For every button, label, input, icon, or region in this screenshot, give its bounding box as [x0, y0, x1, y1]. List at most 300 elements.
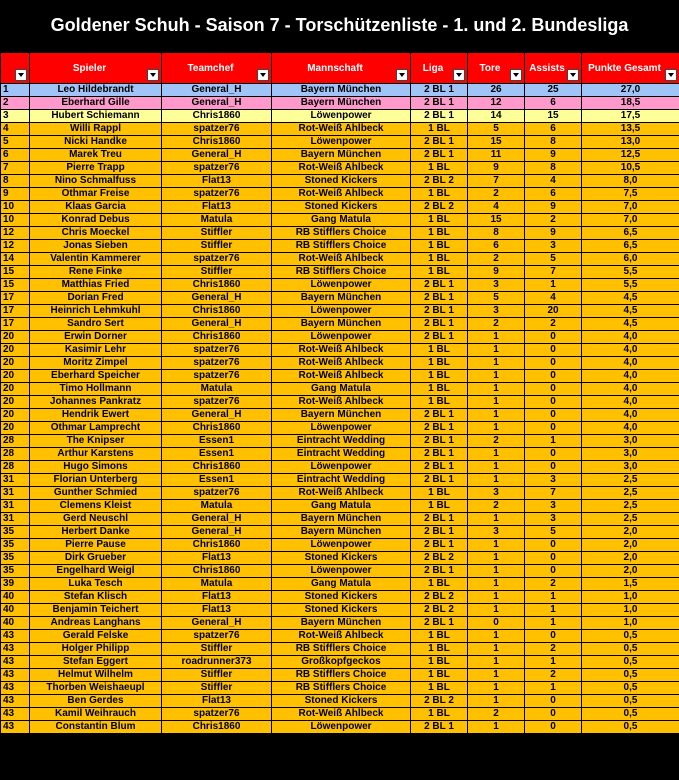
teamchef-cell[interactable]: Chris1860	[162, 331, 272, 344]
team-cell[interactable]: Gang Matula	[272, 214, 411, 227]
assists-cell[interactable]: 9	[525, 149, 582, 162]
goals-cell[interactable]: 1	[468, 474, 525, 487]
assists-cell[interactable]: 2	[525, 214, 582, 227]
league-cell[interactable]: 2 BL 1	[411, 305, 468, 318]
goals-cell[interactable]: 11	[468, 149, 525, 162]
goals-cell[interactable]: 1	[468, 461, 525, 474]
league-cell[interactable]: 2 BL 2	[411, 552, 468, 565]
rank-cell[interactable]: 28	[1, 448, 30, 461]
points-cell[interactable]: 18,5	[582, 97, 679, 110]
player-cell[interactable]: Gerald Felske	[30, 630, 162, 643]
teamchef-cell[interactable]: General_H	[162, 149, 272, 162]
goals-cell[interactable]: 1	[468, 695, 525, 708]
filter-dropdown-icon[interactable]	[510, 69, 522, 81]
points-cell[interactable]: 10,5	[582, 162, 679, 175]
player-cell[interactable]: Johannes Pankratz	[30, 396, 162, 409]
points-cell[interactable]: 12,5	[582, 149, 679, 162]
team-cell[interactable]: RB Stifflers Choice	[272, 643, 411, 656]
player-cell[interactable]: Valentin Kammerer	[30, 253, 162, 266]
team-cell[interactable]: Bayern München	[272, 84, 411, 97]
assists-cell[interactable]: 7	[525, 266, 582, 279]
points-cell[interactable]: 2,5	[582, 474, 679, 487]
player-cell[interactable]: Nicki Handke	[30, 136, 162, 149]
teamchef-cell[interactable]: Chris1860	[162, 305, 272, 318]
goals-cell[interactable]: 1	[468, 344, 525, 357]
rank-cell[interactable]: 28	[1, 435, 30, 448]
team-cell[interactable]: Rot-Weiß Ahlbeck	[272, 630, 411, 643]
rank-cell[interactable]: 43	[1, 643, 30, 656]
teamchef-cell[interactable]: General_H	[162, 84, 272, 97]
rank-cell[interactable]: 40	[1, 617, 30, 630]
rank-cell[interactable]: 43	[1, 630, 30, 643]
player-cell[interactable]: Luka Tesch	[30, 578, 162, 591]
points-cell[interactable]: 3,0	[582, 435, 679, 448]
team-cell[interactable]: Löwenpower	[272, 331, 411, 344]
column-header-punkte[interactable]: Punkte Gesamt	[582, 53, 679, 84]
player-cell[interactable]: Othmar Freise	[30, 188, 162, 201]
points-cell[interactable]: 6,0	[582, 253, 679, 266]
goals-cell[interactable]: 1	[468, 513, 525, 526]
teamchef-cell[interactable]: Flat13	[162, 695, 272, 708]
goals-cell[interactable]: 26	[468, 84, 525, 97]
teamchef-cell[interactable]: Chris1860	[162, 721, 272, 734]
player-cell[interactable]: Moritz Zimpel	[30, 357, 162, 370]
points-cell[interactable]: 1,0	[582, 617, 679, 630]
rank-cell[interactable]: 4	[1, 123, 30, 136]
team-cell[interactable]: RB Stifflers Choice	[272, 227, 411, 240]
team-cell[interactable]: Rot-Weiß Ahlbeck	[272, 708, 411, 721]
points-cell[interactable]: 3,0	[582, 448, 679, 461]
team-cell[interactable]: Bayern München	[272, 526, 411, 539]
teamchef-cell[interactable]: Stiffler	[162, 682, 272, 695]
assists-cell[interactable]: 3	[525, 500, 582, 513]
goals-cell[interactable]: 1	[468, 409, 525, 422]
goals-cell[interactable]: 7	[468, 175, 525, 188]
player-cell[interactable]: Willi Rappl	[30, 123, 162, 136]
goals-cell[interactable]: 3	[468, 305, 525, 318]
teamchef-cell[interactable]: Chris1860	[162, 565, 272, 578]
points-cell[interactable]: 4,0	[582, 370, 679, 383]
goals-cell[interactable]: 1	[468, 669, 525, 682]
filter-dropdown-icon[interactable]	[567, 69, 579, 81]
team-cell[interactable]: Bayern München	[272, 513, 411, 526]
player-cell[interactable]: Gunther Schmied	[30, 487, 162, 500]
teamchef-cell[interactable]: Chris1860	[162, 110, 272, 123]
assists-cell[interactable]: 0	[525, 331, 582, 344]
assists-cell[interactable]: 0	[525, 461, 582, 474]
teamchef-cell[interactable]: spatzer76	[162, 487, 272, 500]
player-cell[interactable]: Andreas Langhans	[30, 617, 162, 630]
points-cell[interactable]: 0,5	[582, 643, 679, 656]
goals-cell[interactable]: 3	[468, 526, 525, 539]
league-cell[interactable]: 1 BL	[411, 708, 468, 721]
team-cell[interactable]: Stoned Kickers	[272, 591, 411, 604]
teamchef-cell[interactable]: spatzer76	[162, 357, 272, 370]
teamchef-cell[interactable]: General_H	[162, 292, 272, 305]
league-cell[interactable]: 1 BL	[411, 578, 468, 591]
league-cell[interactable]: 2 BL 1	[411, 474, 468, 487]
player-cell[interactable]: Pierre Pause	[30, 539, 162, 552]
assists-cell[interactable]: 6	[525, 123, 582, 136]
rank-cell[interactable]: 43	[1, 695, 30, 708]
rank-cell[interactable]: 20	[1, 409, 30, 422]
player-cell[interactable]: Heinrich Lehmkuhl	[30, 305, 162, 318]
league-cell[interactable]: 2 BL 1	[411, 331, 468, 344]
points-cell[interactable]: 4,0	[582, 344, 679, 357]
goals-cell[interactable]: 1	[468, 604, 525, 617]
points-cell[interactable]: 4,0	[582, 383, 679, 396]
team-cell[interactable]: Bayern München	[272, 617, 411, 630]
rank-cell[interactable]: 39	[1, 578, 30, 591]
goals-cell[interactable]: 9	[468, 162, 525, 175]
team-cell[interactable]: RB Stifflers Choice	[272, 266, 411, 279]
rank-cell[interactable]: 8	[1, 175, 30, 188]
points-cell[interactable]: 4,0	[582, 409, 679, 422]
league-cell[interactable]: 1 BL	[411, 188, 468, 201]
player-cell[interactable]: Arthur Karstens	[30, 448, 162, 461]
teamchef-cell[interactable]: General_H	[162, 526, 272, 539]
points-cell[interactable]: 2,0	[582, 539, 679, 552]
points-cell[interactable]: 4,5	[582, 318, 679, 331]
team-cell[interactable]: Löwenpower	[272, 305, 411, 318]
assists-cell[interactable]: 0	[525, 409, 582, 422]
goals-cell[interactable]: 12	[468, 97, 525, 110]
rank-cell[interactable]: 40	[1, 604, 30, 617]
goals-cell[interactable]: 1	[468, 721, 525, 734]
teamchef-cell[interactable]: Flat13	[162, 201, 272, 214]
rank-cell[interactable]: 20	[1, 370, 30, 383]
league-cell[interactable]: 1 BL	[411, 344, 468, 357]
player-cell[interactable]: Jonas Sieben	[30, 240, 162, 253]
rank-cell[interactable]: 43	[1, 656, 30, 669]
rank-cell[interactable]: 17	[1, 292, 30, 305]
assists-cell[interactable]: 0	[525, 539, 582, 552]
goals-cell[interactable]: 3	[468, 487, 525, 500]
player-cell[interactable]: Matthias Fried	[30, 279, 162, 292]
points-cell[interactable]: 0,5	[582, 656, 679, 669]
assists-cell[interactable]: 0	[525, 552, 582, 565]
column-header-liga[interactable]: Liga	[411, 53, 468, 84]
team-cell[interactable]: Löwenpower	[272, 422, 411, 435]
teamchef-cell[interactable]: spatzer76	[162, 396, 272, 409]
rank-cell[interactable]: 7	[1, 162, 30, 175]
rank-cell[interactable]: 43	[1, 669, 30, 682]
column-header-tore[interactable]: Tore	[468, 53, 525, 84]
league-cell[interactable]: 2 BL 1	[411, 97, 468, 110]
points-cell[interactable]: 7,0	[582, 201, 679, 214]
player-cell[interactable]: Hubert Schiemann	[30, 110, 162, 123]
assists-cell[interactable]: 1	[525, 617, 582, 630]
rank-cell[interactable]: 12	[1, 240, 30, 253]
points-cell[interactable]: 4,0	[582, 357, 679, 370]
points-cell[interactable]: 7,5	[582, 188, 679, 201]
teamchef-cell[interactable]: Stiffler	[162, 240, 272, 253]
points-cell[interactable]: 2,0	[582, 526, 679, 539]
league-cell[interactable]: 2 BL 1	[411, 435, 468, 448]
filter-dropdown-icon[interactable]	[15, 69, 27, 81]
points-cell[interactable]: 0,5	[582, 695, 679, 708]
goals-cell[interactable]: 1	[468, 578, 525, 591]
league-cell[interactable]: 1 BL	[411, 214, 468, 227]
teamchef-cell[interactable]: General_H	[162, 97, 272, 110]
teamchef-cell[interactable]: Flat13	[162, 552, 272, 565]
assists-cell[interactable]: 0	[525, 721, 582, 734]
league-cell[interactable]: 2 BL 2	[411, 591, 468, 604]
teamchef-cell[interactable]: Stiffler	[162, 227, 272, 240]
teamchef-cell[interactable]: Essen1	[162, 474, 272, 487]
teamchef-cell[interactable]: spatzer76	[162, 162, 272, 175]
rank-cell[interactable]: 40	[1, 591, 30, 604]
points-cell[interactable]: 0,5	[582, 669, 679, 682]
rank-cell[interactable]: 15	[1, 266, 30, 279]
player-cell[interactable]: The Knipser	[30, 435, 162, 448]
league-cell[interactable]: 2 BL 1	[411, 565, 468, 578]
team-cell[interactable]: Bayern München	[272, 97, 411, 110]
teamchef-cell[interactable]: Chris1860	[162, 539, 272, 552]
rank-cell[interactable]: 9	[1, 188, 30, 201]
team-cell[interactable]: Löwenpower	[272, 136, 411, 149]
rank-cell[interactable]: 14	[1, 253, 30, 266]
teamchef-cell[interactable]: Chris1860	[162, 461, 272, 474]
rank-cell[interactable]: 20	[1, 422, 30, 435]
goals-cell[interactable]: 2	[468, 188, 525, 201]
assists-cell[interactable]: 8	[525, 162, 582, 175]
player-cell[interactable]: Stefan Eggert	[30, 656, 162, 669]
assists-cell[interactable]: 0	[525, 370, 582, 383]
rank-cell[interactable]: 17	[1, 318, 30, 331]
rank-cell[interactable]: 43	[1, 708, 30, 721]
player-cell[interactable]: Erwin Dorner	[30, 331, 162, 344]
goals-cell[interactable]: 1	[468, 383, 525, 396]
assists-cell[interactable]: 8	[525, 136, 582, 149]
team-cell[interactable]: Bayern München	[272, 318, 411, 331]
team-cell[interactable]: Rot-Weiß Ahlbeck	[272, 487, 411, 500]
player-cell[interactable]: Constantin Blum	[30, 721, 162, 734]
league-cell[interactable]: 1 BL	[411, 266, 468, 279]
rank-cell[interactable]: 15	[1, 279, 30, 292]
teamchef-cell[interactable]: Essen1	[162, 435, 272, 448]
assists-cell[interactable]: 4	[525, 292, 582, 305]
league-cell[interactable]: 2 BL 1	[411, 318, 468, 331]
team-cell[interactable]: RB Stifflers Choice	[272, 682, 411, 695]
team-cell[interactable]: Rot-Weiß Ahlbeck	[272, 253, 411, 266]
rank-cell[interactable]: 35	[1, 526, 30, 539]
team-cell[interactable]: Rot-Weiß Ahlbeck	[272, 396, 411, 409]
rank-cell[interactable]: 2	[1, 97, 30, 110]
goals-cell[interactable]: 15	[468, 136, 525, 149]
teamchef-cell[interactable]: spatzer76	[162, 370, 272, 383]
points-cell[interactable]: 1,0	[582, 591, 679, 604]
league-cell[interactable]: 2 BL 1	[411, 526, 468, 539]
team-cell[interactable]: Löwenpower	[272, 279, 411, 292]
player-cell[interactable]: Thorben Weishaeupl	[30, 682, 162, 695]
goals-cell[interactable]: 9	[468, 266, 525, 279]
team-cell[interactable]: Stoned Kickers	[272, 175, 411, 188]
points-cell[interactable]: 2,5	[582, 513, 679, 526]
player-cell[interactable]: Chris Moeckel	[30, 227, 162, 240]
teamchef-cell[interactable]: General_H	[162, 409, 272, 422]
points-cell[interactable]: 5,5	[582, 279, 679, 292]
points-cell[interactable]: 13,5	[582, 123, 679, 136]
rank-cell[interactable]: 31	[1, 500, 30, 513]
assists-cell[interactable]: 0	[525, 383, 582, 396]
league-cell[interactable]: 1 BL	[411, 656, 468, 669]
points-cell[interactable]: 13,0	[582, 136, 679, 149]
player-cell[interactable]: Hendrik Ewert	[30, 409, 162, 422]
player-cell[interactable]: Helmut Wilhelm	[30, 669, 162, 682]
league-cell[interactable]: 2 BL 1	[411, 539, 468, 552]
league-cell[interactable]: 2 BL 2	[411, 695, 468, 708]
goals-cell[interactable]: 15	[468, 214, 525, 227]
league-cell[interactable]: 2 BL 1	[411, 84, 468, 97]
assists-cell[interactable]: 6	[525, 97, 582, 110]
teamchef-cell[interactable]: spatzer76	[162, 708, 272, 721]
team-cell[interactable]: Bayern München	[272, 409, 411, 422]
player-cell[interactable]: Leo Hildebrandt	[30, 84, 162, 97]
filter-dropdown-icon[interactable]	[147, 69, 159, 81]
rank-cell[interactable]: 12	[1, 227, 30, 240]
assists-cell[interactable]: 1	[525, 591, 582, 604]
league-cell[interactable]: 1 BL	[411, 643, 468, 656]
points-cell[interactable]: 0,5	[582, 630, 679, 643]
column-header-rank[interactable]	[1, 53, 30, 84]
teamchef-cell[interactable]: Matula	[162, 383, 272, 396]
goals-cell[interactable]: 2	[468, 435, 525, 448]
rank-cell[interactable]: 35	[1, 539, 30, 552]
rank-cell[interactable]: 20	[1, 331, 30, 344]
goals-cell[interactable]: 5	[468, 123, 525, 136]
rank-cell[interactable]: 6	[1, 149, 30, 162]
assists-cell[interactable]: 7	[525, 487, 582, 500]
player-cell[interactable]: Florian Unterberg	[30, 474, 162, 487]
rank-cell[interactable]: 10	[1, 214, 30, 227]
filter-dropdown-icon[interactable]	[665, 69, 677, 81]
assists-cell[interactable]: 3	[525, 240, 582, 253]
player-cell[interactable]: Dirk Grueber	[30, 552, 162, 565]
league-cell[interactable]: 2 BL 1	[411, 721, 468, 734]
points-cell[interactable]: 4,5	[582, 292, 679, 305]
rank-cell[interactable]: 20	[1, 357, 30, 370]
rank-cell[interactable]: 31	[1, 513, 30, 526]
player-cell[interactable]: Kamil Weihrauch	[30, 708, 162, 721]
player-cell[interactable]: Stefan Klisch	[30, 591, 162, 604]
player-cell[interactable]: Kasimir Lehr	[30, 344, 162, 357]
team-cell[interactable]: Eintracht Wedding	[272, 474, 411, 487]
assists-cell[interactable]: 0	[525, 448, 582, 461]
rank-cell[interactable]: 10	[1, 201, 30, 214]
teamchef-cell[interactable]: Chris1860	[162, 279, 272, 292]
league-cell[interactable]: 1 BL	[411, 253, 468, 266]
goals-cell[interactable]: 1	[468, 357, 525, 370]
assists-cell[interactable]: 15	[525, 110, 582, 123]
assists-cell[interactable]: 20	[525, 305, 582, 318]
assists-cell[interactable]: 1	[525, 279, 582, 292]
teamchef-cell[interactable]: Matula	[162, 578, 272, 591]
team-cell[interactable]: Bayern München	[272, 149, 411, 162]
league-cell[interactable]: 2 BL 1	[411, 422, 468, 435]
player-cell[interactable]: Konrad Debus	[30, 214, 162, 227]
goals-cell[interactable]: 2	[468, 253, 525, 266]
league-cell[interactable]: 2 BL 1	[411, 279, 468, 292]
column-header-assists[interactable]: Assists	[525, 53, 582, 84]
player-cell[interactable]: Nino Schmalfuss	[30, 175, 162, 188]
rank-cell[interactable]: 31	[1, 487, 30, 500]
teamchef-cell[interactable]: Flat13	[162, 604, 272, 617]
team-cell[interactable]: Stoned Kickers	[272, 604, 411, 617]
teamchef-cell[interactable]: General_H	[162, 318, 272, 331]
team-cell[interactable]: Stoned Kickers	[272, 552, 411, 565]
rank-cell[interactable]: 31	[1, 474, 30, 487]
rank-cell[interactable]: 43	[1, 721, 30, 734]
rank-cell[interactable]: 5	[1, 136, 30, 149]
team-cell[interactable]: Rot-Weiß Ahlbeck	[272, 162, 411, 175]
teamchef-cell[interactable]: Flat13	[162, 591, 272, 604]
rank-cell[interactable]: 20	[1, 396, 30, 409]
goals-cell[interactable]: 1	[468, 630, 525, 643]
rank-cell[interactable]: 3	[1, 110, 30, 123]
points-cell[interactable]: 17,5	[582, 110, 679, 123]
team-cell[interactable]: Bayern München	[272, 292, 411, 305]
teamchef-cell[interactable]: Matula	[162, 214, 272, 227]
league-cell[interactable]: 1 BL	[411, 500, 468, 513]
filter-dropdown-icon[interactable]	[453, 69, 465, 81]
teamchef-cell[interactable]: spatzer76	[162, 253, 272, 266]
goals-cell[interactable]: 1	[468, 682, 525, 695]
goals-cell[interactable]: 1	[468, 422, 525, 435]
points-cell[interactable]: 2,5	[582, 487, 679, 500]
goals-cell[interactable]: 1	[468, 656, 525, 669]
points-cell[interactable]: 8,0	[582, 175, 679, 188]
player-cell[interactable]: Sandro Sert	[30, 318, 162, 331]
assists-cell[interactable]: 1	[525, 604, 582, 617]
team-cell[interactable]: Rot-Weiß Ahlbeck	[272, 188, 411, 201]
player-cell[interactable]: Eberhard Speicher	[30, 370, 162, 383]
points-cell[interactable]: 2,0	[582, 552, 679, 565]
player-cell[interactable]: Eberhard Gille	[30, 97, 162, 110]
league-cell[interactable]: 2 BL 2	[411, 604, 468, 617]
team-cell[interactable]: Gang Matula	[272, 383, 411, 396]
team-cell[interactable]: Löwenpower	[272, 110, 411, 123]
teamchef-cell[interactable]: spatzer76	[162, 344, 272, 357]
assists-cell[interactable]: 0	[525, 357, 582, 370]
league-cell[interactable]: 1 BL	[411, 396, 468, 409]
player-cell[interactable]: Timo Hollmann	[30, 383, 162, 396]
team-cell[interactable]: RB Stifflers Choice	[272, 669, 411, 682]
goals-cell[interactable]: 0	[468, 617, 525, 630]
league-cell[interactable]: 2 BL 1	[411, 136, 468, 149]
assists-cell[interactable]: 1	[525, 682, 582, 695]
points-cell[interactable]: 4,0	[582, 396, 679, 409]
assists-cell[interactable]: 5	[525, 253, 582, 266]
assists-cell[interactable]: 0	[525, 708, 582, 721]
goals-cell[interactable]: 2	[468, 500, 525, 513]
rank-cell[interactable]: 20	[1, 383, 30, 396]
goals-cell[interactable]: 1	[468, 370, 525, 383]
team-cell[interactable]: Stoned Kickers	[272, 695, 411, 708]
league-cell[interactable]: 2 BL 1	[411, 409, 468, 422]
player-cell[interactable]: Klaas Garcia	[30, 201, 162, 214]
assists-cell[interactable]: 2	[525, 643, 582, 656]
assists-cell[interactable]: 4	[525, 175, 582, 188]
team-cell[interactable]: Löwenpower	[272, 721, 411, 734]
goals-cell[interactable]: 2	[468, 708, 525, 721]
goals-cell[interactable]: 1	[468, 552, 525, 565]
goals-cell[interactable]: 1	[468, 331, 525, 344]
team-cell[interactable]: Rot-Weiß Ahlbeck	[272, 357, 411, 370]
teamchef-cell[interactable]: roadrunner373	[162, 656, 272, 669]
league-cell[interactable]: 2 BL 1	[411, 292, 468, 305]
team-cell[interactable]: Gang Matula	[272, 578, 411, 591]
